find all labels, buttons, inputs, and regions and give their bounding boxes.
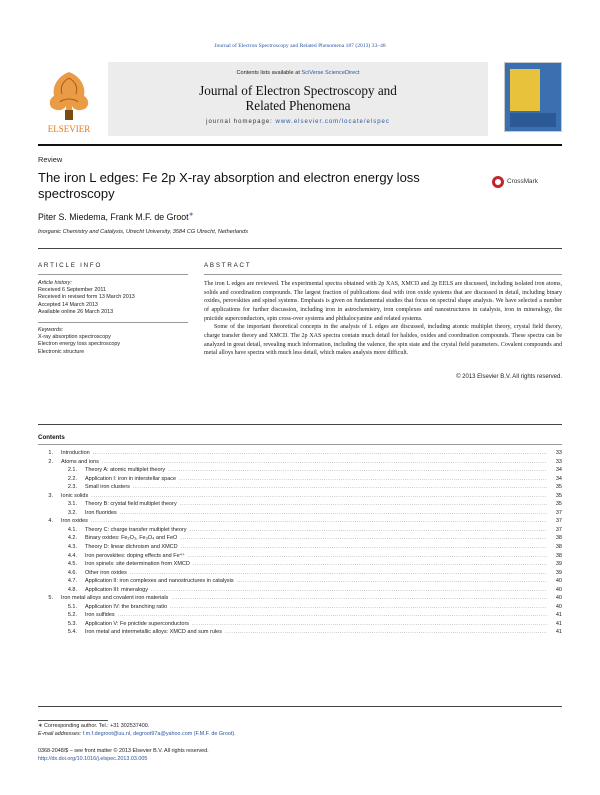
crossmark-badge[interactable] (492, 176, 552, 188)
toc-page: 35 (555, 484, 562, 491)
toc-entry[interactable] (38, 569, 562, 578)
toc-title[interactable]: Theory A: atomic multiplet theory (85, 467, 166, 474)
toc-leader (180, 534, 547, 543)
toc-leader (179, 475, 547, 484)
toc-title[interactable]: Theory D: linear dichroism and XMCD (85, 544, 178, 551)
journal-title (108, 83, 488, 113)
abstract-rule (204, 274, 562, 275)
toc-page: 40 (555, 595, 562, 602)
authors-names: Piter S. Miedema, Frank M.F. de Groot (38, 211, 189, 222)
toc-title[interactable]: Application IV: the branching ratio (85, 603, 168, 610)
toc-leader (181, 543, 547, 552)
toc-leader (237, 577, 547, 586)
journal-cover-thumbnail (504, 62, 562, 132)
toc-entry[interactable] (38, 603, 562, 612)
toc-leader (225, 628, 547, 637)
toc-entry[interactable] (38, 492, 562, 501)
toc-number: 2. (48, 458, 53, 465)
toc-entry[interactable] (38, 475, 562, 484)
toc-entry[interactable] (38, 620, 562, 629)
toc-entry[interactable] (38, 577, 562, 586)
toc-title[interactable]: Iron fluorides (85, 509, 117, 516)
toc-page: 35 (555, 501, 562, 508)
email-label: E-mail addresses: (38, 730, 82, 737)
toc-number: 5.3. (67, 620, 77, 627)
toc-entry[interactable] (38, 500, 562, 509)
toc-entry[interactable] (38, 534, 562, 543)
contents-prefix: Contents lists available at (236, 70, 302, 76)
abstract-paragraph-2: Some of the important theoretical concepts in the analysis of L edges are discussed, including atomic multiplet theory, crystal field theory, charge transfer theory and XMCD. The 2p XAS spectra contain much detail for halides, oxides and coordination compounds. These spectra can be analyzed in great detail, revealing much information, including the valence, the spin state and the crystal field parameters. Covalent compounds and metal alloys have spectra with much less detail, which makes analysis more difficult. (204, 324, 562, 357)
table-of-contents (38, 449, 562, 637)
toc-number: 4.2. (67, 535, 77, 542)
contents-top-rule (38, 424, 562, 425)
toc-title[interactable]: Ionic solids (61, 492, 89, 499)
toc-title[interactable]: Application I: iron in interstellar space (85, 475, 177, 482)
toc-entry[interactable] (38, 509, 562, 518)
contents-available-line (108, 70, 488, 76)
toc-page: 40 (555, 586, 562, 593)
contents-heading-rule (38, 444, 562, 445)
section-rule (38, 248, 562, 249)
toc-number: 4.8. (67, 586, 77, 593)
crossmark-icon (492, 176, 504, 188)
toc-page: 41 (555, 629, 562, 636)
toc-title[interactable]: Iron metal and intermetallic alloys: XMCD and sum rules (85, 629, 222, 636)
toc-number: 4.5. (67, 561, 77, 568)
keyword-item: Electronic structure (38, 348, 85, 355)
toc-number: 3.1. (67, 501, 77, 508)
toc-page: 33 (555, 458, 562, 465)
toc-page: 39 (555, 569, 562, 576)
toc-page: 35 (555, 492, 562, 499)
history-revised: Received in revised form 13 March 2013 (38, 294, 135, 301)
toc-entry[interactable] (38, 594, 562, 603)
journal-title-line1: Journal of Electron Spectroscopy and (199, 83, 397, 98)
toc-leader (120, 509, 547, 518)
toc-leader (170, 603, 547, 612)
toc-number: 3.2. (67, 509, 77, 516)
keyword-item: X-ray absorption spectroscopy (38, 334, 111, 341)
toc-entry[interactable] (38, 543, 562, 552)
toc-title[interactable]: Theory B: crystal field multiplet theory (85, 501, 177, 508)
toc-title[interactable]: Introduction (61, 450, 90, 456)
article-type: Review (38, 155, 63, 164)
toc-title[interactable]: Small iron clusters (85, 484, 130, 491)
toc-leader (118, 611, 547, 620)
toc-page: 41 (555, 620, 562, 627)
history-online: Available online 26 March 2013 (38, 308, 114, 315)
toc-number: 1. (48, 450, 53, 456)
toc-leader (151, 586, 547, 595)
article-title: The iron L edges: Fe 2p X-ray absorption and electron energy loss spectroscopy (38, 170, 420, 201)
toc-leader (91, 517, 547, 526)
affiliation: Inorganic Chemistry and Catalysis, Utrecht University, 3584 CG Utrecht, Netherlands (38, 229, 249, 235)
toc-title[interactable]: Binary oxides: Fe₂O₃, Fe₃O₄ and FeO (85, 535, 178, 542)
contents-heading: Contents (38, 434, 65, 441)
toc-leader (171, 594, 547, 603)
journal-title-line2: Related Phenomena (245, 98, 351, 113)
toc-entry[interactable] (38, 449, 562, 458)
journal-title-box (108, 62, 488, 136)
toc-page: 40 (555, 603, 562, 610)
toc-number: 5.1. (67, 603, 77, 610)
history-accepted: Accepted 14 March 2013 (38, 301, 98, 308)
toc-title[interactable]: Application II: iron complexes and nanostructures in catalysis (85, 578, 234, 585)
toc-leader (180, 500, 547, 509)
toc-page: 40 (555, 578, 562, 585)
toc-entry[interactable] (38, 517, 562, 526)
toc-entry[interactable] (38, 458, 562, 467)
toc-number: 4.1. (67, 526, 77, 533)
footnotes (38, 723, 236, 738)
toc-entry[interactable] (38, 526, 562, 535)
toc-number: 2.2. (67, 475, 77, 482)
abstract-paragraph-1: The iron L edges are reviewed. The experimental spectra obtained with 2p XAS, XMCD and 2p EELS are discussed, including isolated iron atoms, solids and coordination compounds. The largest fraction of publications deal with iron oxide systems that are discussed in detail, including binary oxides, perovskites and spinel systems. Emphasis is given on fundamental studies that focus on spectral shape analysis. We have selected a number of applications for further discussion, including iron in astrochemistry, iron complexes and nanostructures in catalysis, iron in mineralogy, the pnictide superconductors, spin cross-over systems and phthalocyanine and related systems. (204, 281, 562, 322)
toc-title[interactable]: Iron oxides (61, 518, 88, 525)
toc-entry[interactable] (38, 611, 562, 620)
keywords-label: Keywords: (38, 327, 64, 334)
cover-band (510, 69, 540, 111)
toc-entry[interactable] (38, 586, 562, 595)
abstract-heading: ABSTRACT (204, 262, 252, 269)
toc-page: 38 (555, 552, 562, 559)
toc-page: 33 (555, 450, 562, 456)
toc-leader (130, 569, 547, 578)
toc-title[interactable]: Iron spinels: site determination from XMCD (85, 561, 190, 568)
journal-reference[interactable]: Journal of Electron Spectroscopy and Related Phenomena 187 (2013) 33–48 (214, 43, 386, 49)
toc-leader (193, 560, 547, 569)
toc-entry[interactable] (38, 560, 562, 569)
toc-entry[interactable] (38, 466, 562, 475)
toc-leader (192, 620, 547, 629)
homepage-prefix: journal homepage: (206, 119, 276, 125)
article-info-panel (38, 280, 188, 356)
author-list (38, 211, 194, 222)
toc-number: 4.4. (67, 552, 77, 559)
toc-page: 41 (555, 612, 562, 619)
toc-title[interactable]: Theory C: charge transfer multiplet theory (85, 526, 187, 533)
issn-line: 0368-2048/$ – see front matter © 2013 Elsevier B.V. All rights reserved. (38, 748, 209, 754)
toc-number: 3. (48, 492, 53, 499)
toc-entry[interactable] (38, 483, 562, 492)
toc-number: 2.3. (67, 484, 77, 491)
toc-title[interactable]: Application III: mineralogy (85, 586, 148, 593)
toc-leader (93, 449, 547, 458)
publisher-wordmark: ELSEVIER (47, 124, 91, 134)
toc-number: 4.7. (67, 578, 77, 585)
journal-homepage (108, 119, 488, 125)
masthead-rule (38, 144, 562, 146)
toc-leader (91, 492, 547, 501)
footnote-rule (38, 720, 108, 721)
toc-leader (168, 466, 547, 475)
toc-page: 38 (555, 544, 562, 551)
toc-entry[interactable] (38, 628, 562, 637)
toc-leader (188, 552, 547, 561)
email-link[interactable]: f.m.f.degroot@uu.nl, degroot97a@yahoo.com (F.M.F. de Groot). (82, 730, 236, 737)
toc-page: 34 (555, 475, 562, 482)
toc-leader (133, 483, 547, 492)
toc-title[interactable]: Iron metal alloys and covalent iron materials (61, 595, 169, 602)
toc-leader (190, 526, 548, 535)
toc-leader (102, 458, 547, 467)
toc-page: 38 (555, 535, 562, 542)
history-label: Article history: (38, 280, 72, 286)
toc-number: 5.2. (67, 612, 77, 619)
toc-number: 4.3. (67, 544, 77, 551)
homepage-link[interactable]: www.elsevier.com/locate/elspec (275, 119, 390, 125)
toc-number: 5.4. (67, 629, 77, 636)
doi-link[interactable]: http://dx.doi.org/10.1016/j.elspec.2013.03.005 (38, 755, 148, 762)
toc-title[interactable]: Atoms and ions (61, 458, 99, 465)
toc-page: 37 (555, 509, 562, 516)
bottom-metadata (38, 748, 209, 763)
toc-number: 2.1. (67, 467, 77, 474)
copyright-notice: © 2013 Elsevier B.V. All rights reserved. (456, 374, 562, 380)
journal-masthead (38, 62, 562, 140)
email-note (38, 731, 236, 739)
toc-title[interactable]: Application V: Fe pnictide superconductors (85, 620, 190, 627)
article-info-rule (38, 274, 188, 275)
keyword-item: Electron energy loss spectroscopy (38, 341, 121, 348)
toc-page: 37 (555, 526, 562, 533)
toc-title[interactable]: Other iron oxides (85, 569, 127, 576)
toc-page: 39 (555, 561, 562, 568)
toc-title[interactable]: Iron perovskites: doping effects and Fe⁴⁺ (85, 552, 185, 559)
toc-entry[interactable] (38, 552, 562, 561)
contents-bottom-rule (38, 706, 562, 707)
sciencedirect-link[interactable]: SciVerse ScienceDirect (301, 70, 360, 76)
toc-number: 4. (48, 518, 53, 525)
abstract-body (204, 280, 562, 358)
corresponding-author-note: ∗ Corresponding author. Tel.: +31 302537400. (38, 723, 150, 729)
cover-band-lower (510, 113, 556, 127)
keywords-rule (38, 322, 188, 323)
corresponding-author-mark[interactable]: ∗ (188, 212, 194, 218)
toc-page: 37 (555, 518, 562, 525)
elsevier-logo (38, 66, 100, 136)
toc-title[interactable]: Iron sulfides (85, 612, 115, 619)
article-info-heading: ARTICLE INFO (38, 262, 103, 269)
toc-page: 34 (555, 467, 562, 474)
toc-number: 5. (48, 595, 53, 602)
toc-number: 4.6. (67, 569, 77, 576)
crossmark-label: CrossMark (507, 178, 538, 185)
history-received: Received 6 September 2011 (38, 287, 106, 294)
